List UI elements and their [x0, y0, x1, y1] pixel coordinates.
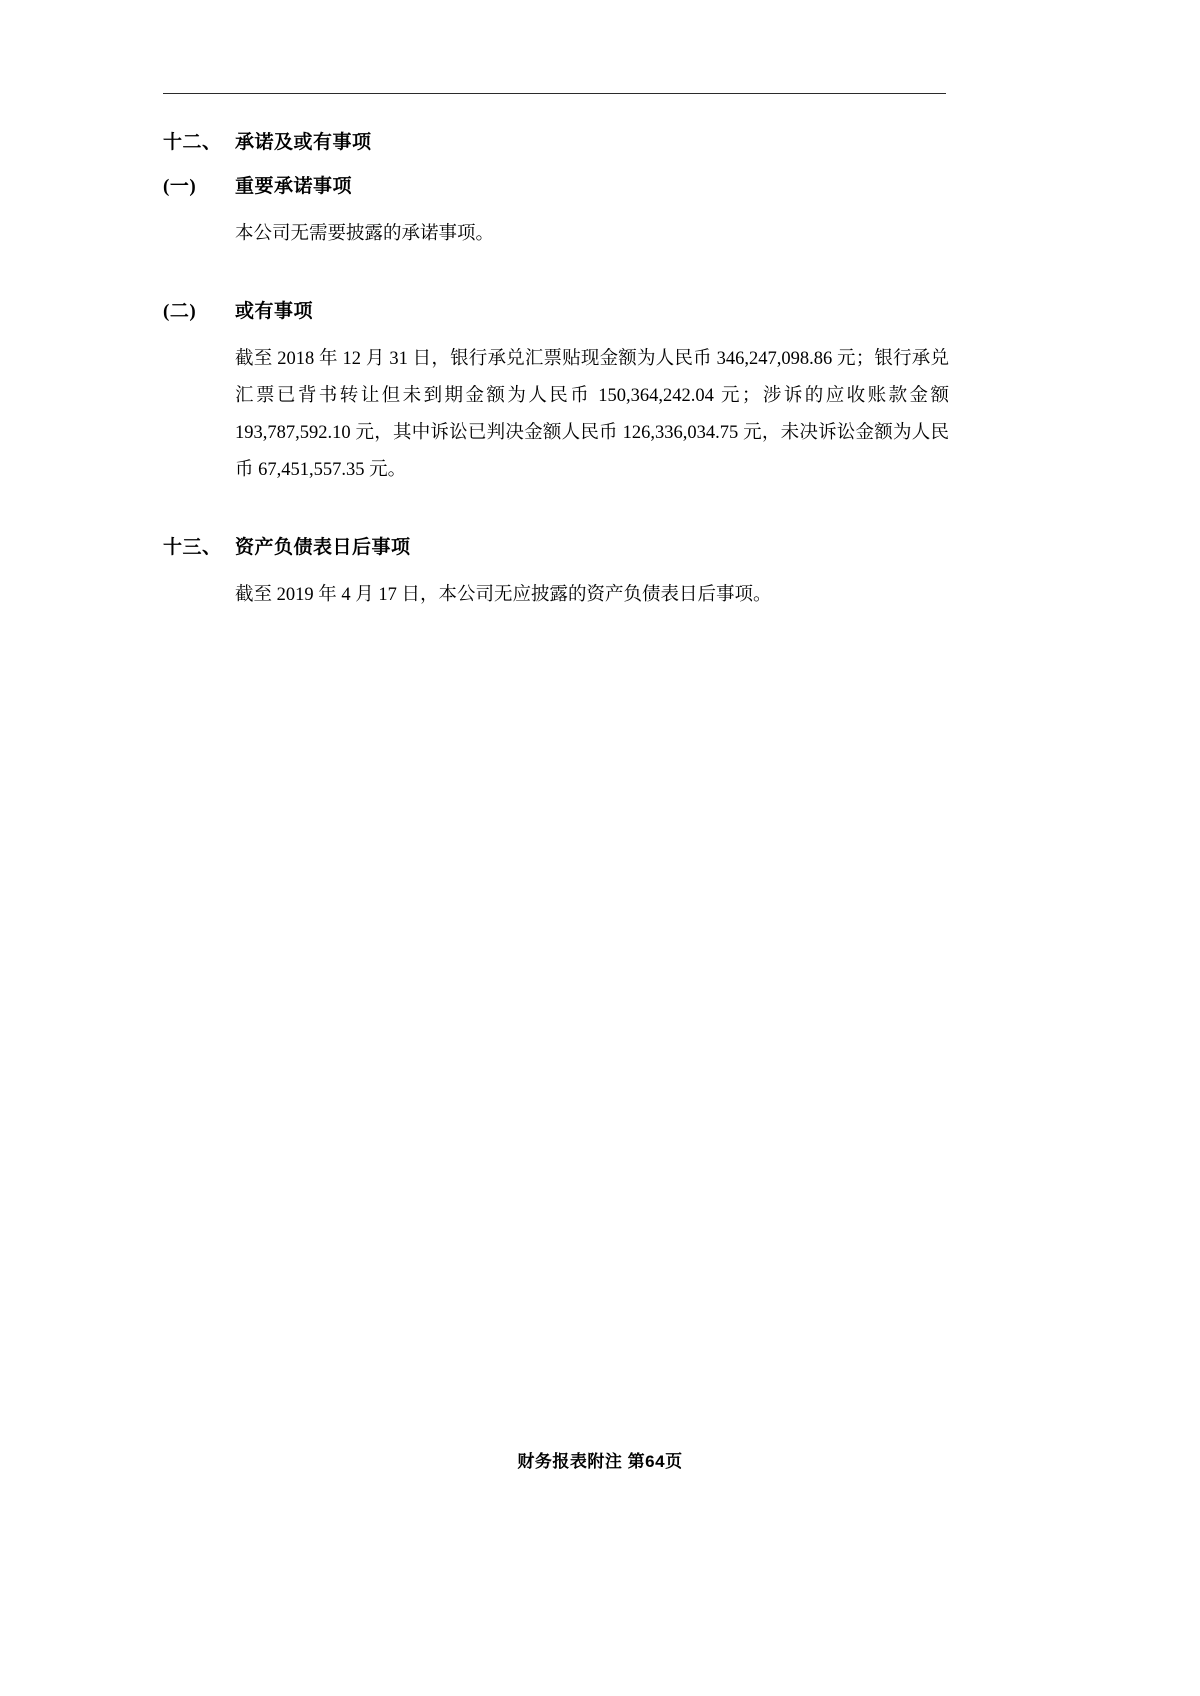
section-number: 十二、	[163, 132, 222, 153]
subsection-title: 或有事项	[235, 301, 314, 322]
subsection-heading-12-2	[163, 297, 949, 327]
section-number: 十三、	[163, 537, 222, 558]
section-title: 承诺及或有事项	[235, 132, 372, 153]
page-content	[163, 128, 949, 614]
spacer	[163, 158, 949, 172]
paragraph-13: 截至 2019 年 4 月 17 日，本公司无应披露的资产负债表日后事项。	[235, 585, 772, 605]
section-heading-13	[163, 533, 949, 563]
spacer	[163, 327, 949, 341]
subsection-number: (一)	[163, 176, 197, 197]
spacer	[163, 563, 949, 577]
subsection-heading-12-1	[163, 172, 949, 202]
paragraph-12-2: 截至 2018 年 12 月 31 日，银行承兑汇票贴现金额为人民币 346,247,098.86 元；银行承兑汇票已背书转让但未到期金额为人民币 150,364,242.04 元；涉诉的应收账款金额 193,787,592.10 元，其中诉讼已判决金额人民币 126,336,034.75 元，未决诉讼金额为人民币 67,451,557.35 元。	[235, 349, 949, 480]
section-heading-12	[163, 128, 949, 158]
footer-label: 财务报表附注	[517, 1452, 623, 1471]
spacer	[163, 202, 949, 216]
spacer	[163, 253, 949, 297]
subsection-number: (二)	[163, 301, 197, 322]
subsection-title: 重要承诺事项	[235, 176, 353, 197]
spacer	[163, 489, 949, 533]
paragraph-12-1: 本公司无需要披露的承诺事项。	[235, 224, 495, 244]
page-footer	[0, 1447, 1200, 1472]
footer-page-number: 第64页	[627, 1452, 683, 1471]
section-title: 资产负债表日后事项	[235, 537, 411, 558]
header-divider	[163, 93, 946, 94]
